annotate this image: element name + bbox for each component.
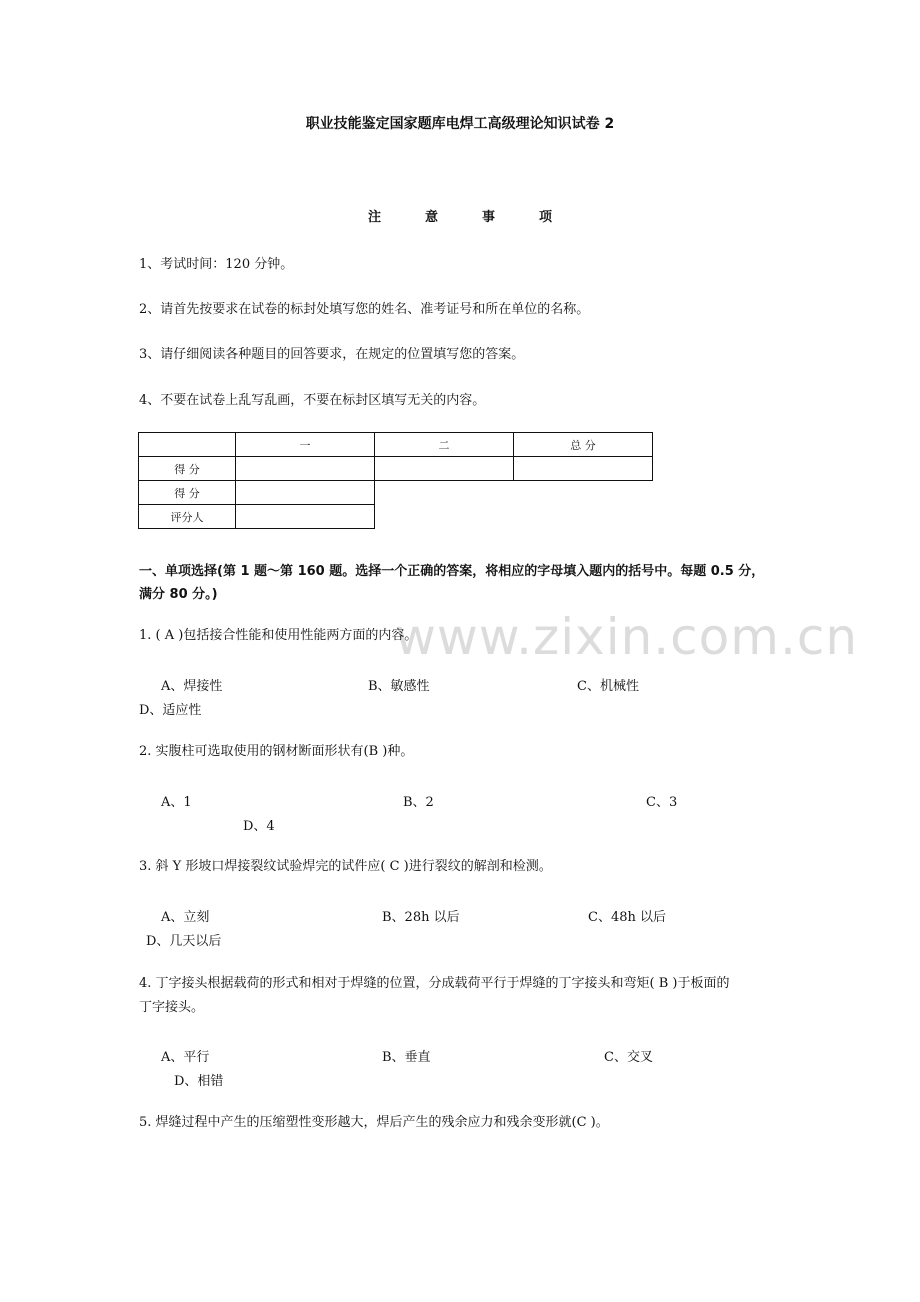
notice-char: 意	[424, 210, 438, 225]
score-row-label: 得 分	[139, 457, 236, 481]
empty-cell	[375, 505, 514, 529]
section-1-line-2: 满分 80 分。)	[139, 587, 218, 602]
question-2-stem: 2. 实腹柱可选取使用的钢材断面形状有(B )种。	[139, 744, 414, 759]
question-4-option-c: C、交叉	[604, 1050, 653, 1065]
question-5-stem: 5. 焊缝过程中产生的压缩塑性变形越大，焊后产生的残余应力和残余变形就(C )。	[139, 1115, 609, 1130]
instruction-1: 1、考试时间：120 分钟。	[139, 257, 294, 272]
score-header-blank	[139, 433, 236, 457]
question-4-stem	[139, 972, 789, 1020]
score-row-label: 得 分	[139, 481, 236, 505]
empty-cell	[514, 505, 653, 529]
question-2-option-b: B、2	[403, 795, 434, 810]
question-2-option-d: D、4	[243, 819, 275, 834]
question-3-option-b: B、28h 以后	[382, 910, 460, 925]
question-1-stem: 1. ( A )包括接合性能和使用性能两方面的内容。	[139, 628, 418, 643]
question-3-stem: 3. 斜 Y 形坡口焊接裂纹试验焊完的试件应( C )进行裂纹的解剖和检测。	[139, 859, 552, 874]
score-table	[138, 432, 653, 529]
score-cell[interactable]	[236, 481, 375, 505]
grader-cell[interactable]	[236, 505, 375, 529]
notice-heading	[0, 206, 920, 225]
notice-char: 项	[539, 210, 553, 225]
question-4-stem-line-1: 4. 丁字接头根据载荷的形式和相对于焊缝的位置，分成载荷平行于焊缝的丁字接头和弯矩( B )于板面的	[139, 976, 730, 991]
grader-row-label: 评分人	[139, 505, 236, 529]
question-2-option-a: A、1	[161, 795, 192, 810]
empty-cell	[375, 481, 514, 505]
question-3-option-a: A、立刻	[161, 910, 210, 925]
score-cell[interactable]	[236, 457, 375, 481]
section-1-line-1: 一、单项选择(第 1 题～第 160 题。选择一个正确的答案，将相应的字母填入题内的括号中。每题 0.5 分，	[139, 564, 765, 579]
watermark: www.zixin.com.cn	[395, 608, 859, 666]
question-4-option-b: B、垂直	[382, 1050, 431, 1065]
score-cell[interactable]	[375, 457, 514, 481]
score-header-total: 总 分	[514, 433, 653, 457]
section-1-heading	[139, 560, 789, 606]
notice-char: 注	[367, 210, 381, 225]
question-3-option-c: C、48h 以后	[588, 910, 666, 925]
notice-char: 事	[482, 210, 496, 225]
instruction-4: 4、不要在试卷上乱写乱画，不要在标封区填写无关的内容。	[139, 393, 486, 408]
score-header-1: 一	[236, 433, 375, 457]
question-1-option-b: B、敏感性	[368, 679, 430, 694]
question-1-option-a: A、焊接性	[161, 679, 223, 694]
question-4-option-a: A、平行	[161, 1050, 210, 1065]
question-3-option-d: D、几天以后	[146, 934, 222, 949]
question-1-option-d: D、适应性	[139, 703, 202, 718]
score-cell[interactable]	[514, 457, 653, 481]
instruction-3: 3、请仔细阅读各种题目的回答要求，在规定的位置填写您的答案。	[139, 347, 525, 362]
exam-title: 职业技能鉴定国家题库电焊工高级理论知识试卷 2	[305, 116, 615, 132]
question-4-stem-line-2: 丁字接头。	[139, 1000, 205, 1015]
instruction-2: 2、请首先按要求在试卷的标封处填写您的姓名、准考证号和所在单位的名称。	[139, 302, 590, 317]
question-2-option-c: C、3	[646, 795, 678, 810]
score-header-2: 二	[375, 433, 514, 457]
empty-cell	[514, 481, 653, 505]
question-1-option-c: C、机械性	[577, 679, 639, 694]
question-4-option-d: D、相错	[174, 1074, 224, 1089]
